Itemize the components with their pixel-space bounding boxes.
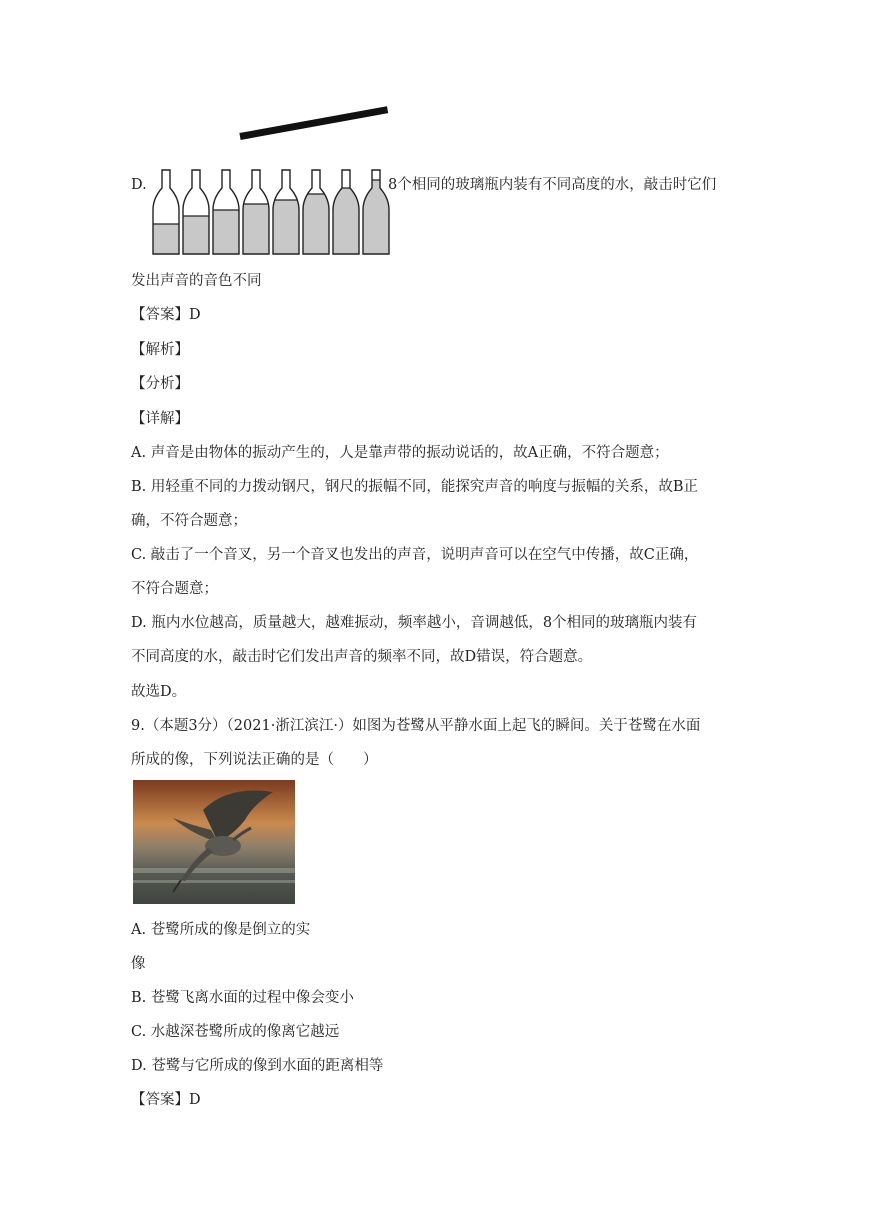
option-d-text-1: 8个相同的玻璃瓶内装有不同高度的水，敲击时它们 bbox=[388, 177, 717, 193]
detail-b-1: B. 用轻重不同的力拨动钢尺，钢尺的振幅不同，能探究声音的响度与振幅的关系，故B正 bbox=[131, 479, 699, 495]
q9-option-b: B. 苍鹭飞离水面的过程中像会变小 bbox=[131, 990, 354, 1006]
option-d-prefix: D. bbox=[131, 177, 147, 193]
fenxi-heading: 【分析】 bbox=[131, 376, 189, 392]
detail-heading: 【详解】 bbox=[131, 411, 189, 427]
detail-c-1: C. 敲击了一个音叉，另一个音叉也发出的声音，说明声音可以在空气中传播，故C正确， bbox=[131, 547, 699, 563]
bottle-water bbox=[153, 224, 179, 254]
question-9-line-2: 所成的像，下列说法正确的是（ ） bbox=[131, 752, 378, 768]
bottle-water bbox=[243, 204, 269, 254]
q9-option-a-2: 像 bbox=[131, 956, 146, 972]
q9-option-d: D. 苍鹭与它所成的像到水面的距离相等 bbox=[131, 1058, 384, 1074]
option-d-text-2: 发出声音的音色不同 bbox=[131, 273, 262, 289]
q9-option-c: C. 水越深苍鹭所成的像离它越远 bbox=[131, 1024, 340, 1040]
detail-d-2: 不同高度的水，敲击时它们发出声音的频率不同，故D错误，符合题意。 bbox=[131, 649, 593, 665]
heron-photo bbox=[133, 780, 295, 904]
answer-label-2: 【答案】D bbox=[131, 1092, 201, 1108]
analysis-heading: 【解析】 bbox=[131, 342, 189, 358]
bottle-water bbox=[213, 210, 239, 254]
bottle-water bbox=[333, 188, 359, 254]
question-9-line-1: 9.（本题3分）（2021·浙江滨江·）如图为苍鹭从平静水面上起飞的瞬间。关于苍鹭在水面 bbox=[131, 718, 701, 734]
q9-option-a-1: A. 苍鹭所成的像是倒立的实 bbox=[131, 922, 311, 938]
choose-line: 故选D。 bbox=[131, 684, 187, 700]
bottle-water bbox=[273, 200, 299, 254]
detail-b-2: 确，不符合题意； bbox=[131, 513, 247, 529]
bottle-water bbox=[183, 216, 209, 254]
bottle-water bbox=[303, 194, 329, 254]
detail-a: A. 声音是由物体的振动产生的，人是靠声带的振动说话的，故A正确，不符合题意； bbox=[131, 445, 669, 461]
detail-d-1: D. 瓶内水位越高，质量越大，越难振动，频率越小，音调越低，8个相同的玻璃瓶内装有 bbox=[131, 615, 698, 631]
glass-bottles-figure bbox=[150, 168, 390, 260]
bottle-water bbox=[363, 180, 389, 254]
detail-c-2: 不符合题意； bbox=[131, 581, 218, 597]
answer-label: 【答案】D bbox=[131, 307, 201, 323]
striking-rod-figure bbox=[239, 106, 388, 140]
